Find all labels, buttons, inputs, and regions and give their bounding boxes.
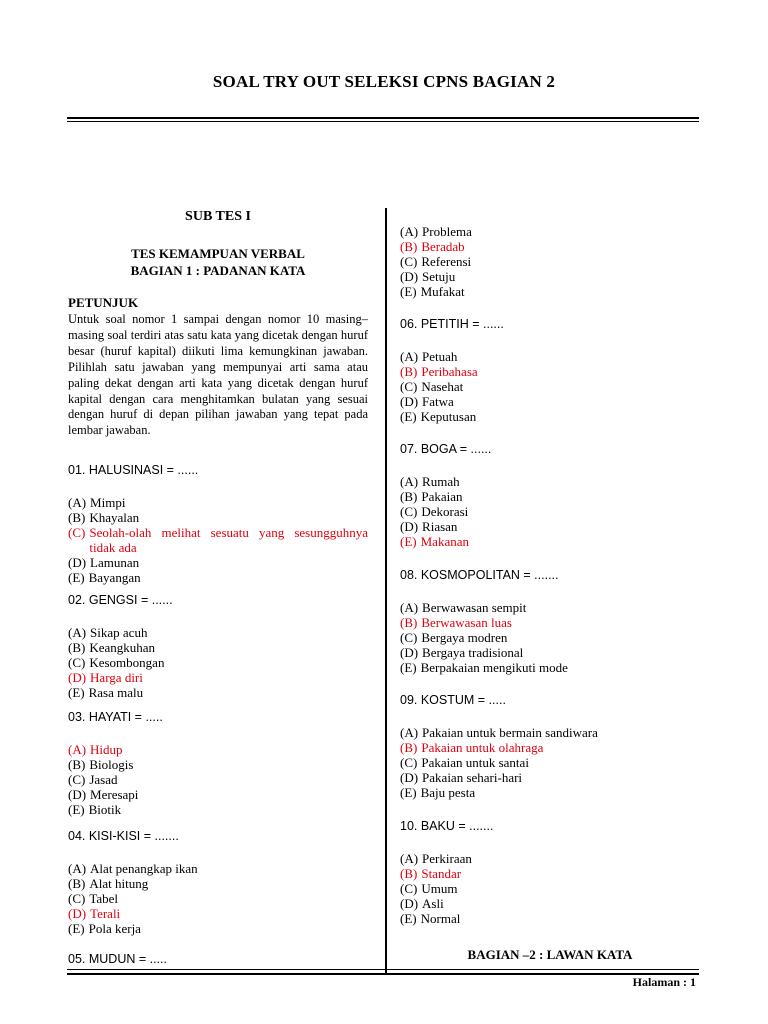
option-text: Pakaian untuk santai [421,755,529,770]
option-letter: (A) [68,625,87,640]
option-list [400,474,700,549]
option-text: Problema [422,224,472,239]
option-letter: (B) [400,866,418,881]
option-list [400,851,700,926]
option-letter: (E) [400,284,417,299]
option-text: Keangkuhan [89,640,156,655]
option-letter: (E) [68,921,85,936]
option-text: Biotik [88,802,122,817]
option-letter: (C) [68,891,86,906]
answer-option [68,757,368,772]
option-letter: (D) [68,906,87,921]
option-text: Umum [421,881,458,896]
answer-option [400,660,700,675]
option-text: Khayalan [89,510,140,525]
question-04 [68,829,368,936]
option-text: Setuju [422,269,456,284]
page-title: SOAL TRY OUT SELEKSI CPNS BAGIAN 2 [212,72,556,91]
option-letter: (B) [400,239,418,254]
option-letter: (D) [68,787,87,802]
option-letter: (B) [400,364,418,379]
subtes-heading: SUB TES I [185,209,251,224]
option-text: Standar [421,866,462,881]
question-title: 06. PETITIH = ...... [400,317,504,331]
option-letter: (B) [400,615,418,630]
answer-option [68,861,368,876]
option-text: Referensi [421,254,472,269]
answer-option [400,349,700,364]
option-letter: (D) [400,269,419,284]
option-letter: (D) [400,645,419,660]
answer-option [68,787,368,802]
option-list [68,625,368,700]
option-text: Pakaian untuk olahraga [421,740,544,755]
option-text: Bergaya modren [421,630,508,645]
option-letter: (E) [400,534,417,549]
option-letter: (C) [400,630,418,645]
title-rule-thin [67,121,699,122]
option-text: Beradab [421,239,465,254]
question-title: 10. BAKU = ....... [400,819,494,833]
answer-option [400,866,700,881]
option-text: Rasa malu [88,685,144,700]
option-letter: (A) [68,861,87,876]
question-05 [68,952,368,984]
option-letter: (D) [400,770,419,785]
question-title: 07. BOGA = ...... [400,442,492,456]
answer-option [400,896,700,911]
option-letter: (E) [400,660,417,675]
option-letter: (E) [400,785,417,800]
column-divider [385,208,387,974]
option-text: Bayangan [88,570,141,585]
answer-option [68,570,368,585]
option-letter: (C) [400,254,418,269]
answer-option [400,409,700,424]
option-text: Petuah [422,349,458,364]
option-list [68,861,368,936]
option-text: Jasad [89,772,118,787]
question-10 [400,819,700,926]
page-number: Halaman : 1 [632,975,696,989]
option-letter: (B) [68,876,86,891]
option-text: Normal [420,911,461,926]
answer-option [68,670,368,685]
answer-option [68,876,368,891]
option-list [400,349,700,424]
answer-option [400,224,700,239]
option-letter: (A) [68,742,87,757]
answer-option [68,772,368,787]
title-rule-thick [67,117,699,119]
answer-option [400,755,700,770]
answer-option [400,645,700,660]
answer-option [68,555,368,570]
question-09 [400,693,700,800]
option-letter: (A) [400,600,419,615]
answer-option [68,525,368,555]
option-list [400,725,700,800]
footer-rule-thick [67,973,699,975]
question-06 [400,317,700,424]
option-text: Mimpi [90,495,126,510]
option-text: Pakaian untuk bermain sandiwara [422,725,598,740]
answer-option [68,625,368,640]
question-01 [68,463,368,585]
option-text: Bergaya tradisional [422,645,524,660]
answer-option [68,921,368,936]
answer-option [68,640,368,655]
section-heading-2: BAGIAN 1 : PADANAN KATA [130,263,306,278]
question-title: 05. MUDUN = ..... [68,952,167,966]
option-letter: (E) [400,409,417,424]
answer-option [400,600,700,615]
answer-option [400,474,700,489]
question-title: 03. HAYATI = ..... [68,710,163,724]
option-letter: (A) [68,495,87,510]
option-letter: (B) [400,489,418,504]
option-letter: (E) [68,802,85,817]
option-letter: (D) [68,670,87,685]
option-text: Berwawasan sempit [422,600,527,615]
answer-option [400,770,700,785]
option-letter: (A) [400,725,419,740]
answer-option [400,911,700,926]
question-08 [400,568,700,675]
option-text: Lamunan [90,555,140,570]
option-text: Terali [90,906,121,921]
option-text: Fatwa [422,394,454,409]
answer-option [400,364,700,379]
option-list [400,600,700,675]
question-02 [68,593,368,700]
answer-option [68,742,368,757]
option-letter: (A) [400,224,419,239]
option-letter: (A) [400,474,419,489]
option-text: Riasan [422,519,458,534]
option-letter: (D) [400,896,419,911]
answer-option [400,239,700,254]
option-letter: (D) [400,394,419,409]
option-text: Pakaian sehari-hari [422,770,523,785]
option-letter: (C) [400,379,418,394]
option-letter: (D) [68,555,87,570]
question-05-options [400,224,700,299]
answer-option [400,519,700,534]
option-text: Makanan [420,534,469,549]
option-text: Nasehat [421,379,464,394]
petunjuk-heading: PETUNJUK [68,295,139,310]
option-letter: (E) [68,685,85,700]
answer-option [68,655,368,670]
answer-option [400,254,700,269]
answer-option [400,740,700,755]
option-text: Pola kerja [88,921,141,936]
option-letter: (C) [400,881,418,896]
option-text: Alat hitung [89,876,149,891]
option-letter: (E) [68,570,85,585]
option-text: Baju pesta [420,785,476,800]
answer-option [68,510,368,525]
question-title: 08. KOSMOPOLITAN = ....... [400,568,559,582]
option-text: Seolah-olah melihat sesuatu yang sesungguhnya tidak ada [89,525,368,555]
option-letter: (B) [68,510,86,525]
question-title: 02. GENGSI = ...... [68,593,173,607]
question-07 [400,442,700,549]
answer-option [400,615,700,630]
option-text: Dekorasi [421,504,469,519]
answer-option [400,851,700,866]
option-text: Harga diri [90,670,143,685]
option-letter: (A) [400,851,419,866]
option-text: Rumah [422,474,460,489]
answer-option [68,802,368,817]
answer-option [400,269,700,284]
option-text: Berwawasan luas [421,615,512,630]
answer-option [68,685,368,700]
option-text: Pakaian [421,489,463,504]
option-letter: (C) [400,504,418,519]
option-letter: (C) [68,525,86,540]
option-text: Biologis [89,757,134,772]
answer-option [68,906,368,921]
answer-option [68,495,368,510]
option-letter: (C) [68,772,86,787]
answer-option [400,394,700,409]
answer-option [400,489,700,504]
bagian-2-heading: BAGIAN –2 : LAWAN KATA [467,947,633,962]
question-title: 04. KISI-KISI = ....... [68,829,179,843]
question-title: 09. KOSTUM = ..... [400,693,506,707]
option-text: Asli [422,896,444,911]
option-text: Tabel [89,891,119,906]
footer-rule-thin [67,969,699,970]
option-list [68,495,368,585]
option-text: Sikap acuh [90,625,148,640]
option-list [68,742,368,817]
option-letter: (D) [400,519,419,534]
option-letter: (B) [68,757,86,772]
option-text: Mufakat [420,284,465,299]
answer-option [400,725,700,740]
question-03 [68,710,368,817]
option-letter: (C) [400,755,418,770]
option-text: Perkiraan [422,851,472,866]
option-letter: (E) [400,911,417,926]
option-text: Meresapi [90,787,139,802]
answer-option [400,630,700,645]
question-title: 01. HALUSINASI = ...... [68,463,199,477]
option-text: Berpakaian mengikuti mode [420,660,568,675]
answer-option [400,881,700,896]
option-text: Hidup [90,742,123,757]
option-letter: (B) [68,640,86,655]
petunjuk-text: Untuk soal nomor 1 sampai dengan nomor 10 masing–masing soal terdiri atas satu kata yang dicetak dengan huruf besar (huruf kapital) diikuti lima kemungkinan jawaban. Pilihlah satu jawaban yang mempunyai arti sama atau paling dekat dengan arti kata yang dicetak dengan huruf kapital dengan cara menghitamkan bulatan yang sesuai dengan huruf di depan pilihan jawaban yang tepat pada lembar jawaban. [68,312,368,438]
option-letter: (C) [68,655,86,670]
answer-option [400,284,700,299]
option-text: Keputusan [420,409,477,424]
answer-option [400,534,700,549]
option-list [400,224,700,299]
option-text: Kesombongan [89,655,165,670]
option-text: Alat penangkap ikan [90,861,198,876]
answer-option [400,504,700,519]
answer-option [400,785,700,800]
answer-option [400,379,700,394]
option-letter: (A) [400,349,419,364]
section-heading-1: TES KEMAMPUAN VERBAL [131,246,305,261]
option-text: Peribahasa [421,364,478,379]
option-letter: (B) [400,740,418,755]
answer-option [68,891,368,906]
